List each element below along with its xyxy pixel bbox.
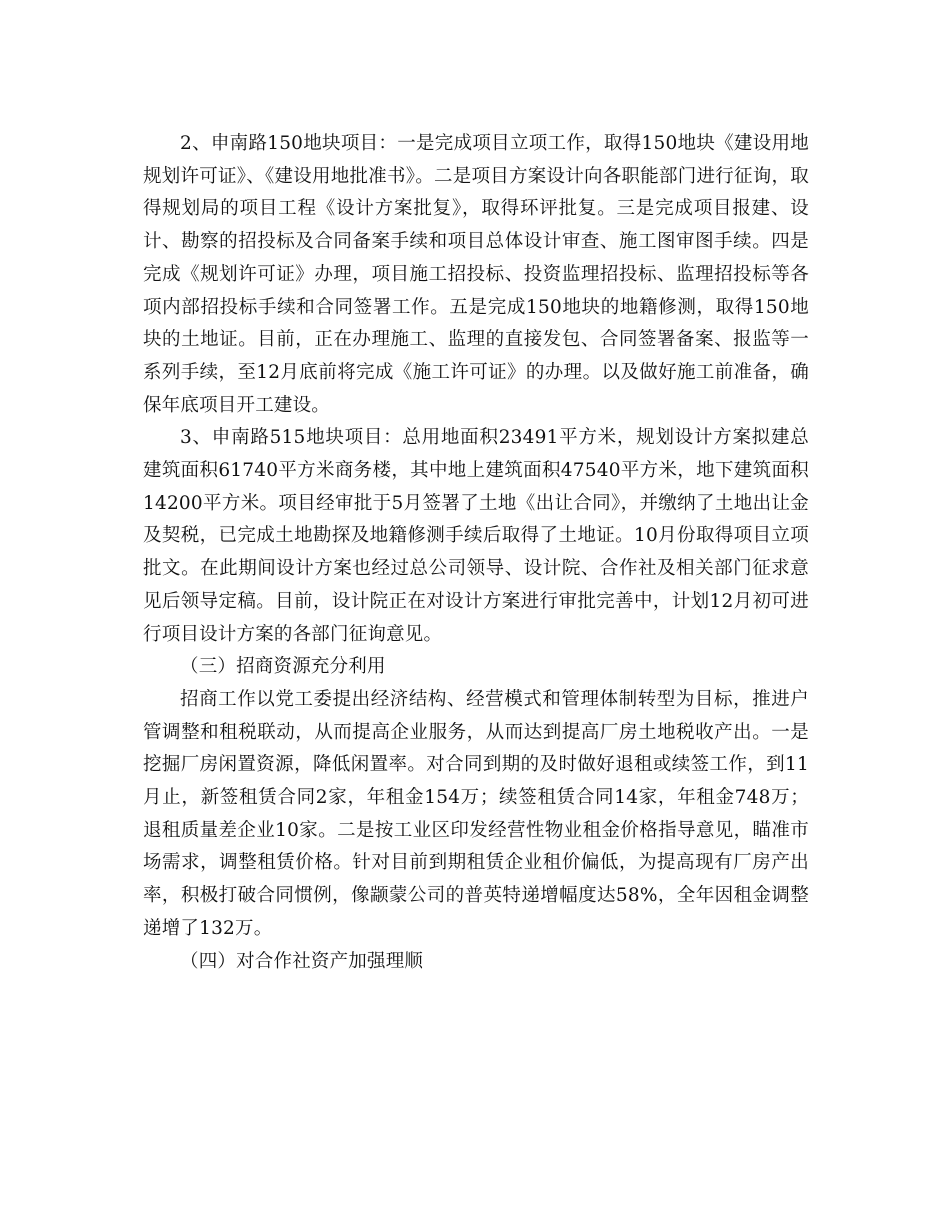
paragraph-investment: 招商工作以党工委提出经济结构、经营模式和管理体制转型为目标，推进户管调整和租税联动，从而提高企业服务，从而达到提高厂房土地税收产出。一是挖掘厂房闲置资源，降低闲置率。对合同到期的及时做好退租或续签工作，到11月止，新签租赁合同2家，年租金154万；续签租赁合同14家，年租金748万；退租质量差企业10家。二是按工业区印发经营性物业租金价格指导意见，瞄准市场需求，调整租赁价格。针对目前到期租赁企业租价偏低，为提高现有厂房产出率，积极打破合同惯例，像颛蒙公司的普英特递增幅度达58%，全年因租金调整递增了132万。 (143, 688, 809, 939)
section-heading-cooperative-assets: （四）对合作社资产加强理顺 (180, 950, 424, 972)
paragraph-project-515: 3、申南路515地块项目：总用地面积23491平方米，规划设计方案拟建总建筑面积61740平方米商务楼，其中地上建筑面积47540平方米，地下建筑面积14200平方米。项目经审批于5月签署了土地《出让合同》，并缴纳了土地出让金及契税，已完成土地勘探及地籍修测手续后取得了土地证。10月份取得项目立项批文。在此期间设计方案也经过总公司领导、设计院、合作社及相关部门征求意见后领导定稿。目前，设计院正在对设计方案进行审批完善中，计划12月初可进行项目设计方案的各部门征询意见。 (143, 427, 809, 645)
section-heading-investment: （三）招商资源充分利用 (180, 656, 386, 678)
document-body (143, 128, 809, 978)
paragraph-project-150: 2、申南路150地块项目：一是完成项目立项工作，取得150地块《建设用地规划许可证》、《建设用地批准书》。二是项目方案设计向各职能部门进行征询，取得规划局的项目工程《设计方案批复》，取得环评批复。三是完成项目报建、设计、勘察的招投标及合同备案手续和项目总体设计审查、施工图审图手续。四是完成《规划许可证》办理，项目施工招投标、投资监理招投标、监理招投标等各项内部招投标手续和合同签署工作。五是完成150地块的地籍修测，取得150地块的土地证。目前，正在办理施工、监理的直接发包、合同签署备案、报监等一系列手续，至12月底前将完成《施工许可证》的办理。以及做好施工前准备，确保年底项目开工建设。 (143, 133, 809, 416)
